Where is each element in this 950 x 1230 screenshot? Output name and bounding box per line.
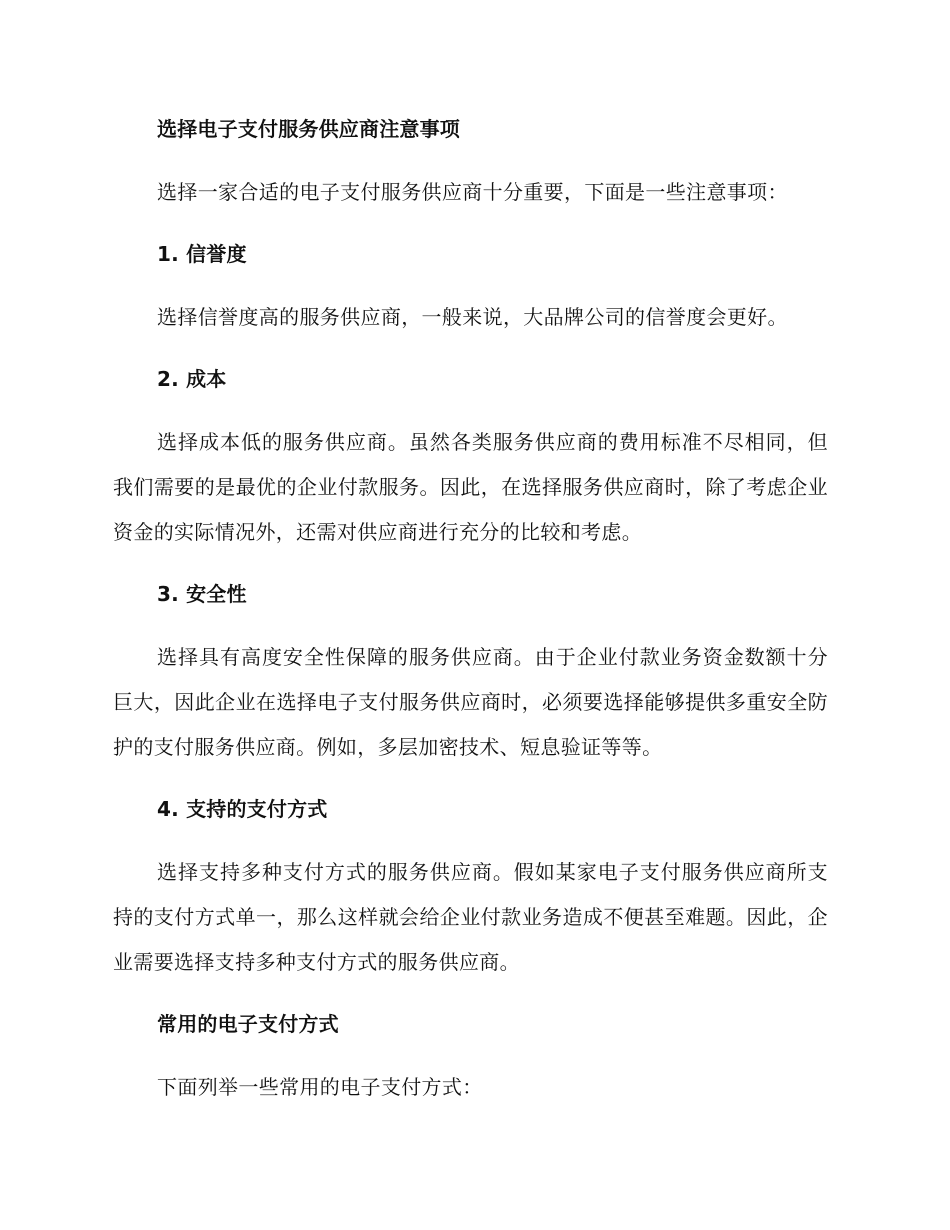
section-heading-reputation: 1. 信誉度	[157, 242, 247, 266]
section-body-payment-methods: 选择支持多种支付方式的服务供应商。假如某家电子支付服务供应商所支持的支付方式单一，那么这样就会给企业付款业务造成不便甚至难题。因此，企业需要选择支持多种支付方式的服务供应商。	[113, 860, 828, 974]
section-body-cost: 选择成本低的服务供应商。虽然各类服务供应商的费用标准不尽相同，但我们需要的是最优的企业付款服务。因此，在选择服务供应商时，除了考虑企业资金的实际情况外，还需对供应商进行充分的比较和考虑。	[113, 430, 828, 544]
section-body-reputation: 选择信誉度高的服务供应商，一般来说，大品牌公司的信誉度会更好。	[157, 305, 788, 329]
common-payment-methods-intro: 下面列举一些常用的电子支付方式：	[157, 1075, 483, 1099]
document-title: 选择电子支付服务供应商注意事项	[157, 117, 460, 141]
common-payment-methods-title: 常用的电子支付方式	[157, 1012, 339, 1036]
section-heading-payment-methods: 4. 支持的支付方式	[157, 797, 328, 821]
section-heading-security: 3. 安全性	[157, 582, 247, 606]
section-heading-cost: 2. 成本	[157, 367, 227, 391]
section-body-security: 选择具有高度安全性保障的服务供应商。由于企业付款业务资金数额十分巨大，因此企业在选择电子支付服务供应商时，必须要选择能够提供多重安全防护的支付服务供应商。例如，多层加密技术、短息验证等等。	[113, 645, 828, 759]
intro-paragraph: 选择一家合适的电子支付服务供应商十分重要，下面是一些注意事项：	[157, 180, 788, 204]
